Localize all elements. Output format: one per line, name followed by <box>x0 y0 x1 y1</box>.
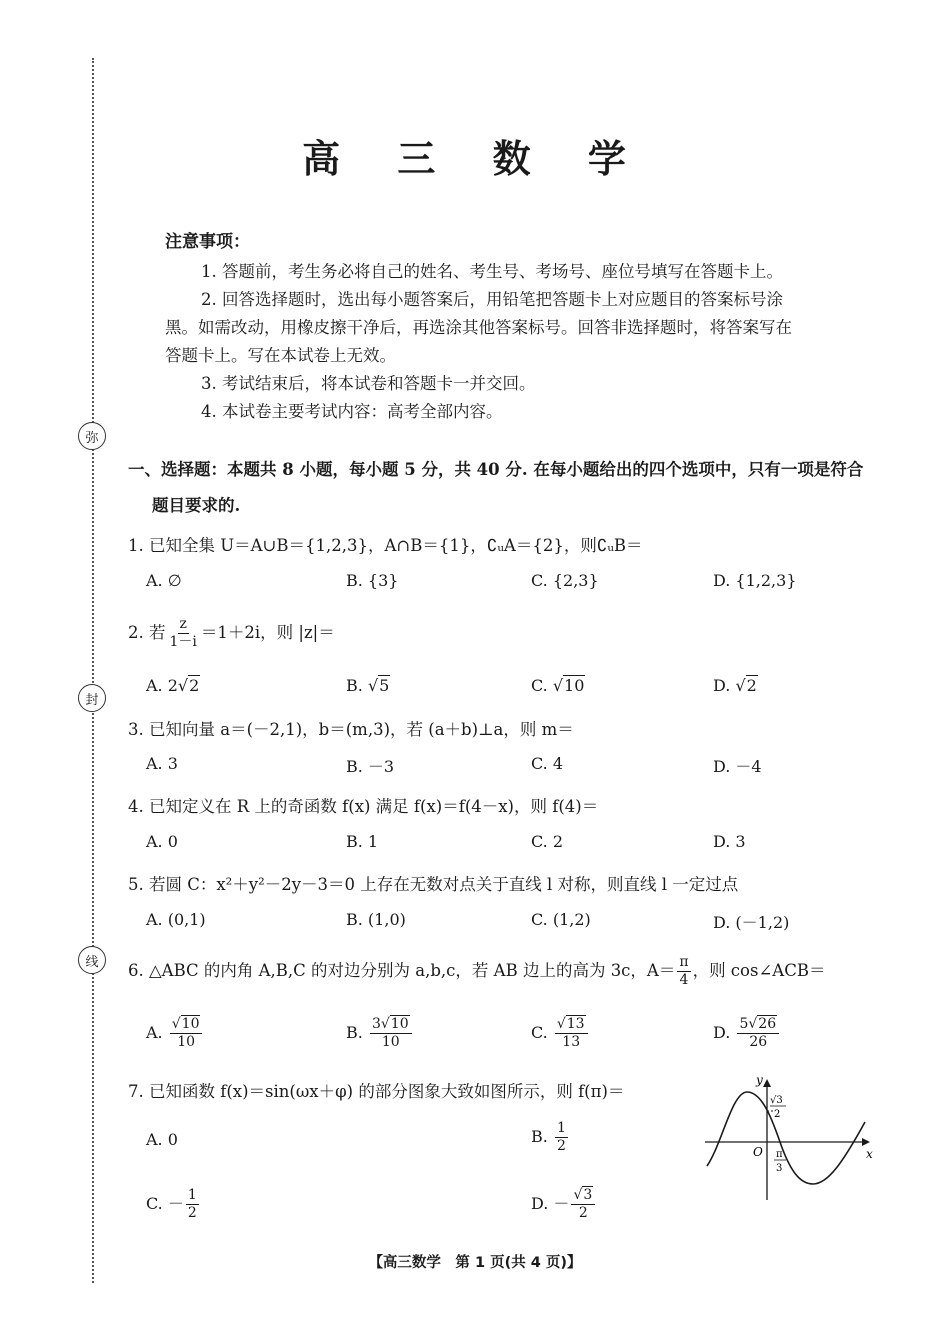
q7-d-fraction <box>571 1187 595 1222</box>
q2-d-label: D. <box>713 676 736 695</box>
page-footer: 【高三数学 第 1 页(共 4 页)】 <box>368 1255 582 1271</box>
q7-c-label: C. － <box>146 1194 184 1213</box>
q6-a-radicand: 10 <box>181 1016 200 1032</box>
q2-c-label: C. <box>531 676 553 695</box>
seal-mark-feng: 封 <box>78 684 106 712</box>
q7-c-den: 2 <box>187 1205 197 1221</box>
q6-a-label: A. <box>146 1023 168 1042</box>
q6-option-b <box>346 1016 414 1051</box>
q6-d-coef: 5 <box>739 1016 749 1032</box>
q1-option-d: D. {1,2,3} <box>713 571 797 590</box>
note-item: 3. 考试结束后，将本试卷和答题卡一并交回。 <box>201 374 536 393</box>
q6-b-label: B. <box>346 1023 368 1042</box>
q6-frac-num: π <box>679 954 689 970</box>
notes-block <box>165 228 845 426</box>
q4-option-d: D. 3 <box>713 832 746 851</box>
q7-b-den: 2 <box>556 1138 566 1154</box>
q2-stem <box>128 616 335 651</box>
q4-option-c: C. 2 <box>531 832 564 851</box>
q6-c-num: √13 <box>555 1016 588 1034</box>
q3-option-b: B. －3 <box>346 757 395 776</box>
q5-option-c: C. (1,2) <box>531 910 591 929</box>
y-axis-arrow-icon <box>763 1079 771 1087</box>
q6-c-label: C. <box>531 1023 553 1042</box>
q6-b-fraction <box>370 1016 412 1051</box>
q7-option-b <box>531 1120 570 1155</box>
q7-c-num: 1 <box>187 1187 197 1203</box>
q7-b-fraction <box>555 1120 568 1155</box>
q6-a-fraction <box>170 1016 203 1051</box>
q6-b-den: 10 <box>381 1034 400 1050</box>
q7-d-den: 2 <box>578 1205 588 1221</box>
q6-frac-den: 4 <box>679 972 689 988</box>
q6-d-label: D. <box>713 1023 736 1042</box>
q2-option-b: B. √5 <box>346 676 390 695</box>
q2-a-label: A. 2 <box>146 676 178 695</box>
section-line-2: 题目要求的. <box>152 496 241 515</box>
q6-option-a <box>146 1016 204 1051</box>
q7-b-label: B. <box>531 1127 553 1146</box>
q2-b-radicand: 5 <box>379 676 390 695</box>
tick-x-den: 3 <box>776 1163 783 1174</box>
section-line-1: 一、选择题：本题共 8 小题，每小题 5 分，共 40 分. 在每小题给出的四个选项中，只有一项是符合 <box>128 460 864 479</box>
q6-b-coef: 3 <box>371 1016 381 1032</box>
q2-option-d: D. √2 <box>713 676 757 695</box>
q1-option-b: B. {3} <box>346 571 399 590</box>
tick-x-num: π <box>776 1149 783 1160</box>
q2-option-a: A. 2√2 <box>146 676 200 695</box>
q6-fraction <box>677 954 690 989</box>
q6-c-fraction <box>555 1016 588 1051</box>
q2-stem-pre: 2. 若 <box>128 623 166 642</box>
q5-stem: 5. 若圆 C：x²＋y²－2y－3＝0 上存在无数对点关于直线 l 对称，则直线 l 一定过点 <box>128 875 739 894</box>
q2-fraction <box>168 616 199 651</box>
q6-b-num: 3√10 <box>370 1016 412 1034</box>
q7-option-c <box>146 1187 201 1222</box>
x-axis-arrow-icon <box>862 1138 870 1146</box>
q7-d-radicand: 3 <box>583 1187 593 1203</box>
page-title: 高 三 数 学 <box>302 137 648 181</box>
q7-option-a: A. 0 <box>146 1130 178 1149</box>
note-item: 2. 回答选择题时，选出每小题答案后，用铅笔把答题卡上对应题目的答案标号涂 <box>201 290 783 309</box>
q2-c-radicand: 10 <box>564 676 585 695</box>
note-item: 黑。如需改动，用橡皮擦干净后，再选涂其他答案标号。回答非选择题时，将答案写在 <box>165 318 792 337</box>
q1-option-c: C. {2,3} <box>531 571 599 590</box>
q6-d-radicand: 26 <box>758 1016 777 1032</box>
q2-b-label: B. <box>346 676 368 695</box>
seal-mark-mi: 弥 <box>78 422 106 450</box>
q3-option-d: D. －4 <box>713 757 762 776</box>
origin-label: O <box>753 1145 763 1159</box>
q5-option-a: A. (0,1) <box>146 910 206 929</box>
q7-b-num: 1 <box>556 1120 566 1136</box>
q7-sine-graph <box>700 1074 875 1204</box>
binding-dotted-line <box>92 58 94 1283</box>
q2-d-radicand: 2 <box>746 676 757 695</box>
seal-mark-xian: 线 <box>78 946 106 974</box>
x-axis-label: x <box>866 1147 873 1161</box>
q6-c-radicand: 13 <box>566 1016 585 1032</box>
q5-option-d: D. (－1,2) <box>713 913 790 932</box>
q6-stem-post: ，则 cos∠ACB＝ <box>692 961 826 980</box>
q4-option-b: B. 1 <box>346 832 379 851</box>
q7-c-fraction <box>186 1187 199 1222</box>
q6-stem <box>128 954 825 989</box>
note-item: 4. 本试卷主要考试内容：高考全部内容。 <box>201 402 503 421</box>
q7-d-num: √3 <box>571 1187 595 1205</box>
q6-a-den: 10 <box>177 1034 196 1050</box>
q2-frac-den: 1－i <box>169 634 197 650</box>
q6-a-num: √10 <box>170 1016 203 1034</box>
q5-option-b: B. (1,0) <box>346 910 406 929</box>
note-item: 1. 答题前，考生务必将自己的姓名、考生号、考场号、座位号填写在答题卡上。 <box>201 262 783 281</box>
q6-d-num: 5√26 <box>737 1016 779 1034</box>
q7-stem: 7. 已知函数 f(x)＝sin(ωx＋φ) 的部分图象大致如图所示，则 f(π)＝ <box>128 1082 625 1101</box>
q1-stem: 1. 已知全集 U＝A∪B＝{1,2,3}，A∩B＝{1}，∁ᵤA＝{2}，则∁ᵤB＝ <box>128 536 643 555</box>
note-item: 答题卡上。写在本试卷上无效。 <box>165 346 396 365</box>
tick-y-num: √3 <box>770 1095 783 1106</box>
q2-frac-num: z <box>179 616 187 632</box>
section-heading <box>128 452 868 524</box>
q2-option-c: C. √10 <box>531 676 585 695</box>
tick-y-den: 2 <box>774 1109 781 1120</box>
y-axis-label: y <box>756 1074 763 1087</box>
q4-option-a: A. 0 <box>146 832 178 851</box>
q2-a-radicand: 2 <box>189 676 200 695</box>
q6-option-d <box>713 1016 781 1051</box>
q2-stem-post: ＝1＋2i，则 |z|＝ <box>200 623 335 642</box>
q4-stem: 4. 已知定义在 R 上的奇函数 f(x) 满足 f(x)＝f(4－x)，则 f(4)＝ <box>128 797 599 816</box>
q3-option-c: C. 4 <box>531 754 564 773</box>
q6-c-den: 13 <box>562 1034 581 1050</box>
q6-d-fraction <box>737 1016 779 1051</box>
notes-heading: 注意事项： <box>165 232 250 252</box>
q1-option-a: A. ∅ <box>146 571 182 590</box>
q6-b-radicand: 10 <box>390 1016 409 1032</box>
q6-option-c <box>531 1016 590 1051</box>
q7-d-label: D. － <box>531 1194 570 1213</box>
q7-option-d <box>531 1187 597 1222</box>
q6-d-den: 26 <box>749 1034 768 1050</box>
q6-stem-pre: 6. △ABC 的内角 A,B,C 的对边分别为 a,b,c，若 AB 边上的高为 3c，A＝ <box>128 961 676 980</box>
q3-stem: 3. 已知向量 a＝(－2,1)，b＝(m,3)，若 (a＋b)⊥a，则 m＝ <box>128 720 574 739</box>
q3-option-a: A. 3 <box>146 754 178 773</box>
